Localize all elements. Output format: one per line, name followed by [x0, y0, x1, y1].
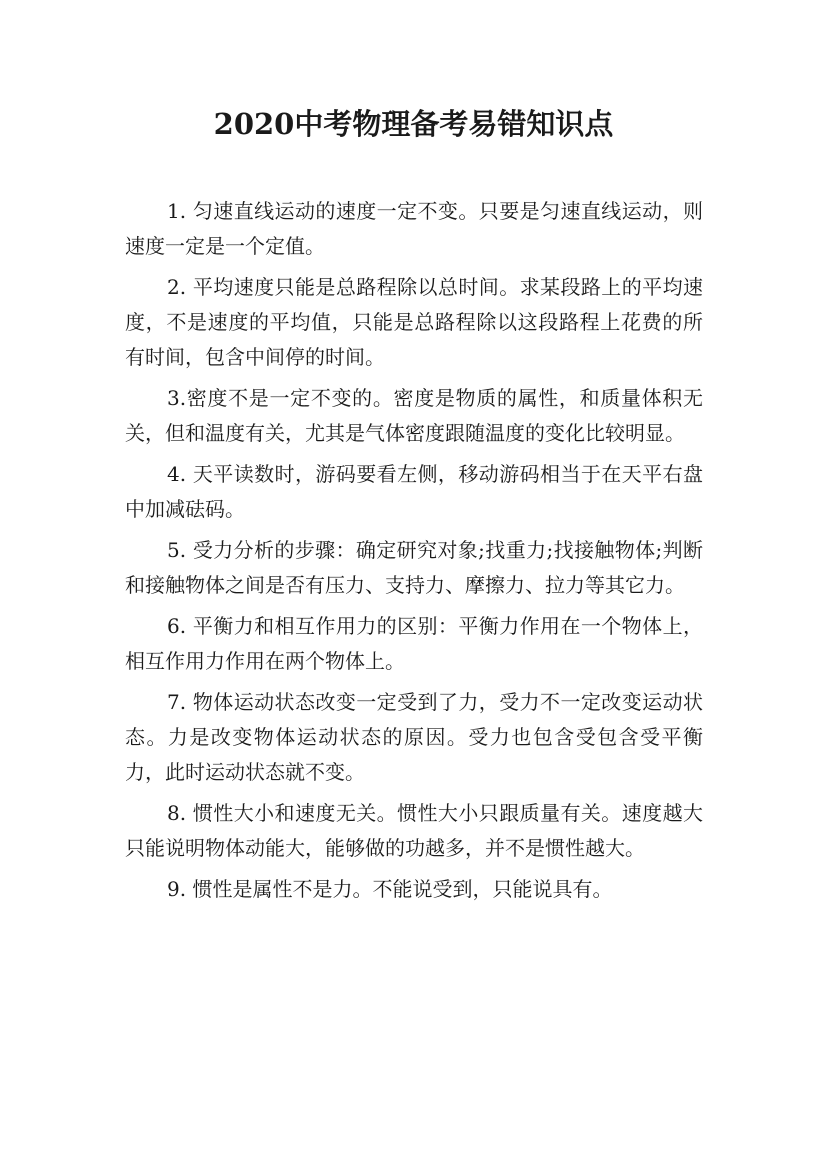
paragraph-2: 2. 平均速度只能是总路程除以总时间。求某段路上的平均速度，不是速度的平均值，只能是总路程除以这段路程上花费的所有时间，包含中间停的时间。: [125, 275, 703, 369]
paragraph-9: 9. 惯性是属性不是力。不能说受到，只能说具有。: [167, 877, 613, 901]
document-body: [125, 194, 703, 913]
paragraph-5: 5. 受力分析的步骤：确定研究对象;找重力;找接触物体;判断和接触物体之间是否有压力、支持力、摩擦力、拉力等其它力。: [125, 538, 703, 597]
paragraph-4: 4. 天平读数时，游码要看左侧，移动游码相当于在天平右盘中加减砝码。: [125, 462, 703, 521]
document-title: 2020中考物理备考易错知识点: [213, 107, 614, 141]
paragraph-3: 3.密度不是一定不变的。密度是物质的属性，和质量体积无关，但和温度有关，尤其是气体密度跟随温度的变化比较明显。: [125, 386, 703, 445]
paragraph-1: 1. 匀速直线运动的速度一定不变。只要是匀速直线运动，则速度一定是一个定值。: [125, 199, 703, 258]
paragraph-8: 8. 惯性大小和速度无关。惯性大小只跟质量有关。速度越大只能说明物体动能大，能够做的功越多，并不是惯性越大。: [125, 801, 703, 860]
paragraph-6: 6. 平衡力和相互作用力的区别：平衡力作用在一个物体上，相互作用力作用在两个物体上。: [125, 614, 703, 673]
paragraph-7: 7. 物体运动状态改变一定受到了力，受力不一定改变运动状态。力是改变物体运动状态的原因。受力也包含受包含受平衡力，此时运动状态就不变。: [125, 690, 703, 784]
